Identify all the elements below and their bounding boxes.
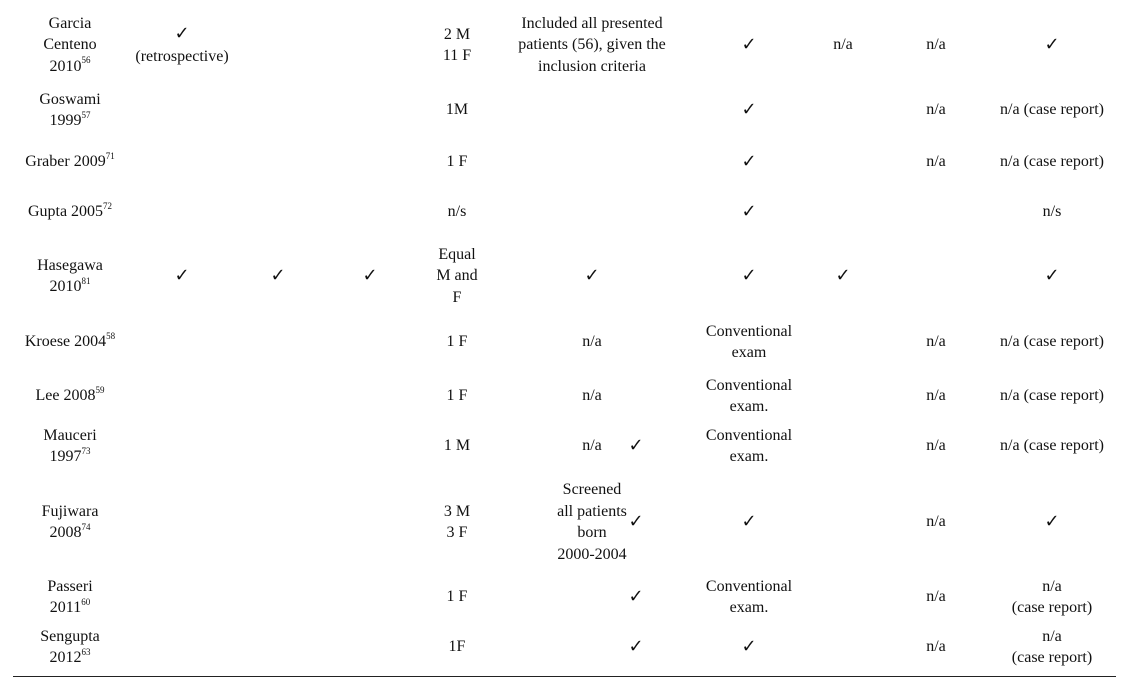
check-mark-icon: ✓ [1044, 511, 1060, 533]
study-name: Goswami 1999$^{57}$ [39, 90, 101, 129]
cell-study [6, 140, 134, 184]
check-mark-icon: ✓ [741, 265, 757, 287]
cell-c8 [811, 140, 875, 184]
check-mark-icon: ✓ [1044, 34, 1060, 56]
cell-sex [425, 140, 489, 184]
cell-text: 3 M 3 F [443, 502, 471, 541]
cell-c10 [987, 622, 1117, 672]
table-row [0, 622, 1130, 672]
cell-text: n/a [833, 36, 853, 54]
cell-sex [425, 472, 489, 572]
table-row [0, 10, 1130, 80]
cell-text: Conventional exam [705, 322, 793, 361]
cell-c7 [690, 10, 808, 80]
cell-c3 [330, 372, 410, 420]
cell-c9 [904, 472, 968, 572]
table-row [0, 140, 1130, 184]
cell-c2 [238, 80, 318, 140]
cell-c10 [987, 312, 1117, 372]
cell-c7 [690, 372, 808, 420]
cell-text: 1F [448, 638, 466, 656]
cell-c9 [904, 240, 968, 312]
cell-c3 [330, 10, 410, 80]
cell-c7 [690, 312, 808, 372]
reference-number: 74 [81, 521, 91, 532]
cell-sex [425, 572, 489, 622]
cell-sex [425, 184, 489, 240]
reference-number: 56 [81, 55, 91, 66]
cell-c10 [987, 140, 1117, 184]
cell-c1 [126, 140, 238, 184]
cell-c10 [987, 80, 1117, 140]
reference-number: 60 [81, 596, 91, 607]
cell-c3 [330, 572, 410, 622]
cell-study [6, 472, 134, 572]
check-mark-icon: ✓ [628, 435, 644, 457]
cell-sex [425, 10, 489, 80]
cell-c1 [126, 240, 238, 312]
cell-text: n/a [582, 437, 602, 455]
cell-c2 [238, 622, 318, 672]
cell-c7 [690, 420, 808, 472]
cell-c6 [606, 184, 666, 240]
cell-sex [425, 372, 489, 420]
cell-c7 [690, 240, 808, 312]
study-name: Lee 2008$^{59}$ [35, 384, 105, 405]
cell-study [6, 622, 134, 672]
cell-c2 [238, 240, 318, 312]
study-name: Mauceri 1997$^{73}$ [43, 426, 97, 465]
check-mark-icon: ✓ [628, 636, 644, 658]
check-mark-icon: ✓ [741, 34, 757, 56]
cell-text: n/a [926, 437, 946, 455]
cell-c3 [330, 312, 410, 372]
cell-c10 [987, 372, 1117, 420]
reference-number: 63 [81, 646, 91, 657]
cell-c3 [330, 140, 410, 184]
cell-c10 [987, 572, 1117, 622]
reference-number: 58 [106, 330, 116, 341]
cell-c6 [606, 372, 666, 420]
reference-number: 73 [81, 445, 91, 456]
check-mark-icon: ✓ [1044, 265, 1060, 287]
cell-c7 [690, 140, 808, 184]
reference-number: 57 [81, 109, 91, 120]
table-row [0, 240, 1130, 312]
cell-c3 [330, 472, 410, 572]
check-mark-icon: ✓ [584, 265, 600, 287]
cell-c8 [811, 372, 875, 420]
check-mark-icon: ✓ [628, 511, 644, 533]
study-name: Garcia Centeno 2010$^{56}$ [43, 14, 97, 75]
cell-c8 [811, 572, 875, 622]
cell-c9 [904, 140, 968, 184]
cell-c9 [904, 420, 968, 472]
cell-c10 [987, 240, 1117, 312]
cell-text: n/a (case report) [1011, 577, 1093, 616]
cell-text: ✓ (retrospective) [135, 23, 229, 65]
cell-text: 1 M [443, 437, 471, 455]
check-mark-icon: ✓ [741, 151, 757, 173]
cell-c6 [606, 572, 666, 622]
table-row [0, 80, 1130, 140]
table-row [0, 312, 1130, 372]
cell-c1 [126, 372, 238, 420]
cell-text: n/a (case report) [1000, 387, 1104, 405]
cell-text: Equal M and F [436, 245, 478, 306]
cell-c10 [987, 10, 1117, 80]
reference-number: 81 [81, 275, 91, 286]
cell-text: n/a [582, 387, 602, 405]
check-mark-icon: ✓ [741, 636, 757, 658]
cell-c9 [904, 184, 968, 240]
cell-c1 [126, 80, 238, 140]
cell-text: Conventional exam. [705, 376, 793, 415]
cell-c10 [987, 184, 1117, 240]
cell-study [6, 572, 134, 622]
cell-study [6, 80, 134, 140]
cell-c8 [811, 184, 875, 240]
table-row [0, 472, 1130, 572]
cell-study [6, 420, 134, 472]
check-mark-icon: ✓ [741, 511, 757, 533]
cell-text: n/s [447, 203, 467, 221]
cell-c6 [606, 80, 666, 140]
check-mark-icon: ✓ [835, 265, 851, 287]
cell-text: Screened all patients born 2000-2004 [557, 481, 627, 563]
table-row [0, 184, 1130, 240]
cell-text: Conventional exam. [705, 577, 793, 616]
cell-c10 [987, 420, 1117, 472]
cell-c7 [690, 184, 808, 240]
study-name: Gupta 2005$^{72}$ [27, 200, 113, 221]
study-name: Passeri 2011$^{60}$ [47, 577, 93, 616]
cell-text: n/a [926, 36, 946, 54]
cell-c2 [238, 140, 318, 184]
cell-c2 [238, 420, 318, 472]
table-row [0, 420, 1130, 472]
table-bottom-rule [13, 676, 1116, 677]
cell-c8 [811, 312, 875, 372]
check-mark-icon: ✓ [174, 265, 190, 287]
cell-c8 [811, 622, 875, 672]
cell-sex [425, 622, 489, 672]
cell-c6 [606, 10, 666, 80]
study-name: Fujiwara 2008$^{74}$ [41, 502, 99, 541]
cell-c2 [238, 312, 318, 372]
cell-text: Conventional exam. [705, 426, 793, 465]
cell-text: 2 M 11 F [442, 25, 472, 64]
cell-text: n/a [926, 387, 946, 405]
cell-text: n/a [926, 101, 946, 119]
check-mark-icon: ✓ [628, 586, 644, 608]
check-mark-icon: ✓ [741, 99, 757, 121]
cell-c1 [126, 472, 238, 572]
cell-c9 [904, 10, 968, 80]
cell-c2 [238, 184, 318, 240]
cell-sex [425, 80, 489, 140]
cell-sex [425, 420, 489, 472]
cell-text: n/a [926, 153, 946, 171]
reference-number: 72 [103, 200, 113, 211]
cell-c8 [811, 80, 875, 140]
cell-text: n/a (case report) [1011, 627, 1093, 666]
cell-c6 [606, 420, 666, 472]
cell-c2 [238, 472, 318, 572]
reference-number: 59 [95, 384, 105, 395]
cell-c1 [126, 312, 238, 372]
cell-study [6, 372, 134, 420]
cell-c9 [904, 80, 968, 140]
cell-c1 [126, 420, 238, 472]
cell-c7 [690, 572, 808, 622]
cell-c1 [126, 622, 238, 672]
cell-c7 [690, 80, 808, 140]
cell-text: n/a (case report) [1000, 101, 1104, 119]
cell-text: 1M [445, 101, 469, 119]
cell-c7 [690, 472, 808, 572]
reference-number: 71 [105, 150, 115, 161]
cell-text: n/a [926, 513, 946, 531]
cell-text: n/a [926, 333, 946, 351]
cell-c8 [811, 420, 875, 472]
cell-c1 [126, 184, 238, 240]
cell-c1 [126, 572, 238, 622]
cell-c6 [606, 312, 666, 372]
cell-text: 1 F [446, 333, 468, 351]
cell-c9 [904, 572, 968, 622]
study-name: Sengupta 2012$^{63}$ [40, 627, 100, 666]
cell-text: n/a (case report) [1000, 153, 1104, 171]
cell-c9 [904, 372, 968, 420]
cell-c3 [330, 184, 410, 240]
cell-c8 [811, 10, 875, 80]
cell-c9 [904, 622, 968, 672]
cell-c6 [606, 240, 666, 312]
cell-text: n/a (case report) [1000, 333, 1104, 351]
cell-c3 [330, 80, 410, 140]
cell-c3 [330, 622, 410, 672]
cell-text: Included all presented patients (56), given the inclusion criteria [518, 14, 666, 75]
cell-c10 [987, 472, 1117, 572]
cell-c8 [811, 472, 875, 572]
cell-c8 [811, 240, 875, 312]
study-name: Graber 2009$^{71}$ [25, 150, 115, 171]
cell-sex [425, 240, 489, 312]
cell-study [6, 10, 134, 80]
cell-text: n/a [926, 638, 946, 656]
cell-c1 [126, 10, 238, 80]
study-name: Kroese 2004$^{58}$ [24, 330, 116, 351]
cell-c9 [904, 312, 968, 372]
cell-text: 1 F [446, 153, 468, 171]
cell-study [6, 240, 134, 312]
cell-study [6, 184, 134, 240]
cell-c3 [330, 240, 410, 312]
check-mark-icon: ✓ [270, 265, 286, 287]
cell-text: n/a (case report) [1000, 437, 1104, 455]
cell-c6 [606, 622, 666, 672]
cell-c2 [238, 372, 318, 420]
cell-text: n/a [926, 588, 946, 606]
table-row [0, 372, 1130, 420]
check-mark-icon: ✓ [741, 201, 757, 223]
cell-c6 [606, 140, 666, 184]
cell-c2 [238, 10, 318, 80]
cell-c6 [606, 472, 666, 572]
cell-c3 [330, 420, 410, 472]
cell-text: n/a [582, 333, 602, 351]
cell-c2 [238, 572, 318, 622]
cell-study [6, 312, 134, 372]
table-row [0, 572, 1130, 622]
check-mark-icon: ✓ [362, 265, 378, 287]
cell-text: 1 F [446, 588, 468, 606]
cell-text: n/s [1042, 203, 1062, 221]
cell-c7 [690, 622, 808, 672]
study-name: Hasegawa 2010$^{81}$ [37, 256, 103, 295]
cell-sex [425, 312, 489, 372]
cell-text: 1 F [446, 387, 468, 405]
